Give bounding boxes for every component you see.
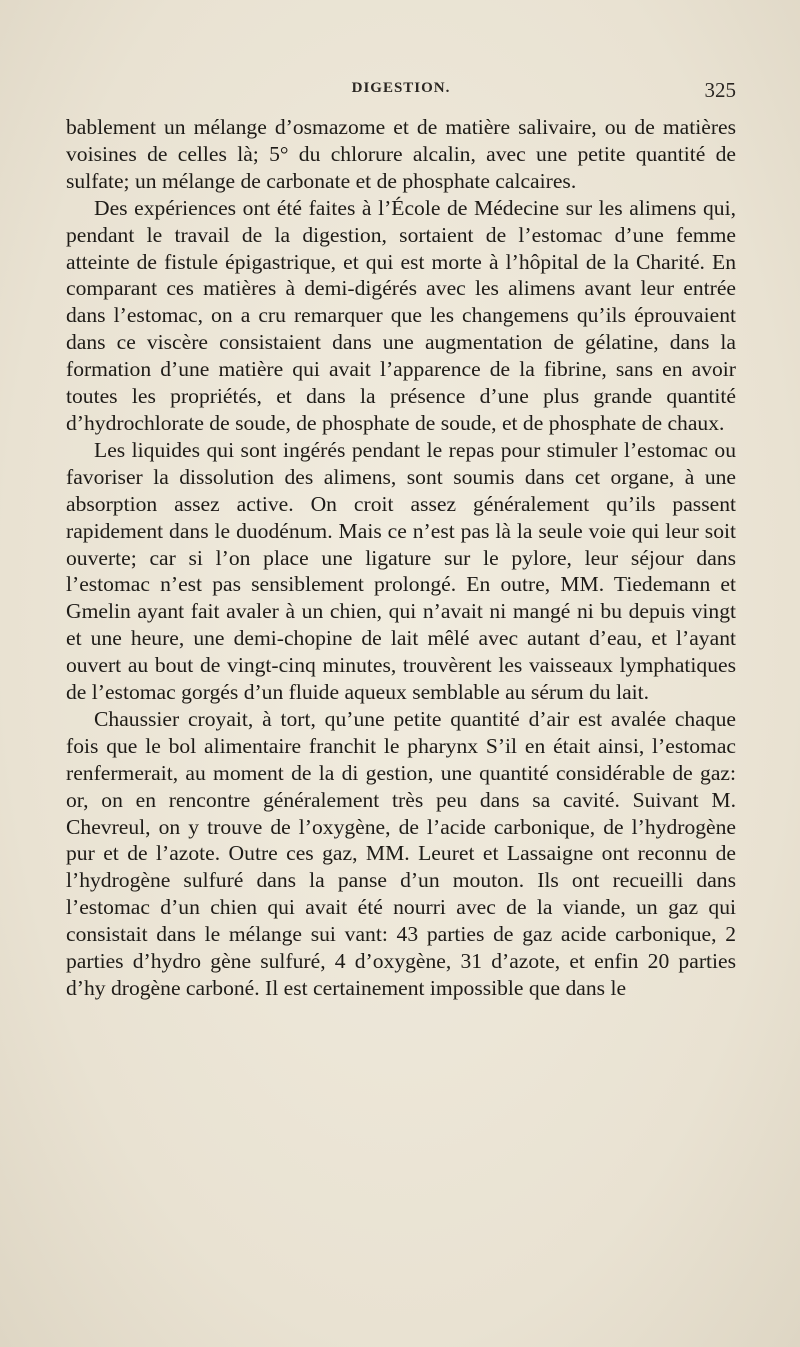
- paragraph-gases: Chaussier croyait, à tort, qu’une petite quantité d’air est avalée chaque fois que le bol alimentaire franchit le pharynx S’il en était ainsi, l’estomac renfermerait, au moment de la di gestion, une quantité considérable de gaz: or, on en rencontre généralement très peu dans sa cavité. Suivant M. Chevreul, on y trouve de l’oxygène, de l’acide carbonique, de l’hydrogène pur et de l’azote. Outre ces gaz, MM. Leuret et Lassaigne ont reconnu de l’hydrogène sulfuré dans la panse d’un mouton. Ils ont recueilli dans l’estomac d’un chien qui avait été nourri avec de la viande, un gaz qui consistait dans le mélange sui vant: 43 parties de gaz acide carbonique, 2 parties d’hydro gène sulfuré, 4 d’oxygène, 31 d’azote, et enfin 20 parties d’hy drogène carboné. Il est certainement impossible que dans le: [66, 706, 736, 1000]
- body-text: [66, 114, 736, 1002]
- page-header: [66, 80, 736, 108]
- running-head: DIGESTION.: [351, 80, 451, 96]
- paragraph-continuation: bablement un mélange d’osmazome et de matière salivaire, ou de matières voisines de celles là; 5° du chlorure alcalin, avec une petite quantité de sulfate; un mélange de carbonate et de phosphate calcaires.: [66, 115, 736, 193]
- page-number: 325: [704, 78, 736, 102]
- paragraph-liquids: Les liquides qui sont ingérés pendant le repas pour stimuler l’estomac ou favoriser la dissolution des alimens, sont soumis dans cet organe, à une absorption assez active. On croit assez généralement qu’ils passent rapidement dans le duodénum. Mais ce n’est pas là la seule voie qui leur soit ouverte; car si l’on place une ligature sur le pylore, leur séjour dans l’estomac n’est pas sensiblement prolongé. En outre, MM. Tiedemann et Gmelin ayant fait avaler à un chien, qui n’avait ni mangé ni bu depuis vingt et une heure, une demi-chopine de lait mêlé avec autant d’eau, et l’ayant ouvert au bout de vingt-cinq minutes, trouvèrent les vaisseaux lymphatiques de l’estomac gorgés d’un fluide aqueux semblable au sérum du lait.: [66, 437, 736, 705]
- paragraph-experiments: Des expériences ont été faites à l’École de Médecine sur les alimens qui, pendant le travail de la digestion, sortaient de l’estomac d’une femme atteinte de fistule épigastrique, et qui est morte à l’hôpital de la Charité. En comparant ces matières à demi-digérés avec les alimens avant leur entrée dans l’estomac, on a cru remarquer que les changemens qu’ils éprouvaient dans ce viscère consistaient dans une augmentation de gélatine, dans la formation d’une matière qui avait l’apparence de la fibrine, sans en avoir toutes les propriétés, et dans la présence d’une plus grande quantité d’hydrochlorate de soude, de phosphate de soude, et de phosphate de chaux.: [66, 195, 736, 435]
